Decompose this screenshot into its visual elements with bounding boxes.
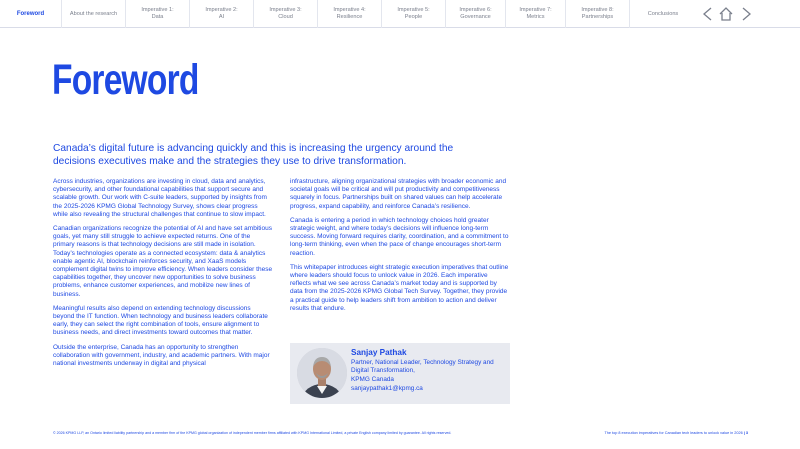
nav-tab-sublabel: Resilience <box>336 14 363 20</box>
author-email-link[interactable]: sanjaypathak1@kpmg.ca <box>351 385 423 392</box>
nav-tab-imperative-6[interactable] <box>446 0 506 28</box>
nav-tab-imperative-2[interactable] <box>190 0 254 28</box>
nav-tab-sublabel: People <box>404 14 423 20</box>
author-role: Partner, National Leader, Technology Strategy and Digital Transformation, <box>351 359 494 375</box>
back-arrow-icon[interactable] <box>700 6 716 22</box>
footer-document-info <box>604 431 748 435</box>
forward-arrow-icon[interactable] <box>738 6 754 22</box>
nav-tab-sublabel: Data <box>151 14 164 20</box>
nav-tab-label: Imperative 1: <box>141 7 174 13</box>
nav-tab-label: Imperative 2: <box>205 7 238 13</box>
nav-tab-conclusions[interactable] <box>630 0 696 28</box>
nav-tab-label: About the research <box>69 10 118 17</box>
body-paragraph: This whitepaper introduces eight strategic execution imperatives that outline where leaders should focus to unlock value in 2026. Each imperative reflects what we see across Canada’s market today and is supported by data from the 2025-2026 KPMG Global Tech Survey. Together, they provide a practical guide to help leaders shift from ambition to action and deliver results that endure. <box>290 263 509 312</box>
nav-tab-label: Imperative 3: <box>269 7 302 13</box>
home-icon[interactable] <box>718 6 734 22</box>
nav-tab-label: Imperative 4: <box>333 7 366 13</box>
nav-tab-about-research[interactable] <box>62 0 126 28</box>
footer-copyright: © 2026 KPMG LLP, an Ontario limited liability partnership and a member firm of the KPMG global organization of independent member firms affiliated with KPMG International Limited, a private English company limited by guarantee. All rights reserved. <box>53 431 452 435</box>
nav-tab-imperative-7[interactable] <box>506 0 566 28</box>
nav-tab-foreword[interactable] <box>0 0 62 28</box>
body-paragraph: Across industries, organizations are investing in cloud, data and analytics, cybersecurity, and other foundational capabilities that support secure and scalable growth. Our work with C-suite leaders, supported by insights from the 2025-2026 KPMG Global Technology Survey, shows clear progress while also revealing the structural challenges that continue to slow impact. <box>53 178 267 218</box>
body-paragraph: Outside the enterprise, Canada has an opportunity to strengthen collaboration with government, industry, and academic partners. With major national investments underway in digital and physical <box>53 343 270 368</box>
nav-tab-imperative-8[interactable] <box>566 0 630 28</box>
nav-tab-label: Conclusions <box>647 10 679 17</box>
author-name: Sanjay Pathak <box>351 348 407 357</box>
top-navigation <box>0 0 800 28</box>
body-paragraph: Canada is entering a period in which technology choices hold greater strategic weight, and where today’s decisions will influence long-term success. Moving forward requires clarity, coordination, and a commitment to long-term thinking, even when the pace of change encourages short-term reaction. <box>290 216 509 257</box>
footer-document-title: The top 8 execution imperatives for Canadian tech leaders to unlock value in 2026 <box>604 431 743 435</box>
nav-tab-sublabel: AI <box>218 14 225 20</box>
nav-tab-label: Imperative 6: <box>459 7 492 13</box>
nav-tab-imperative-1[interactable] <box>126 0 190 28</box>
body-paragraph: infrastructure, aligning organizational strategies with broader economic and societal goals will be critical and will put productivity and competitiveness squarely in focus. Partnerships built on shared values can help accelerate progress, expand capability, and reinforce Canada’s resilience. <box>290 178 507 210</box>
page-number: 3 <box>745 431 748 435</box>
nav-tab-sublabel: Metrics <box>526 14 545 20</box>
nav-tab-label: Foreword <box>16 10 45 17</box>
nav-tab-imperative-4[interactable] <box>318 0 382 28</box>
nav-tab-label: Imperative 5: <box>397 7 430 13</box>
nav-tab-label: Imperative 7: <box>519 7 552 13</box>
nav-tab-label: Imperative 8: <box>581 7 614 13</box>
right-column <box>290 178 510 319</box>
author-organization: KPMG Canada <box>351 376 394 383</box>
body-paragraph: Meaningful results also depend on extending technology discussions beyond the IT function. When technology and business leaders collaborate early, they can select the right combination of tools, ensure alignment to business needs, and direct investments toward outcomes that matter. <box>53 304 268 337</box>
author-profile-card <box>290 343 510 404</box>
page-title: Foreword <box>52 56 199 104</box>
nav-tab-imperative-3[interactable] <box>254 0 318 28</box>
body-paragraph: Canadian organizations recognize the potential of AI and have set ambitious goals, yet many still struggle to achieve expected returns. One of the primary reasons is that technology decisions are still made in isolation. Today’s technologies operate as a connected ecosystem: data & analytics enable agentic AI, blockchain reinforces security, and XaaS models complement digital twins to improve efficiency. When leaders consider these capabilities together, they uncover new opportunities to solve business problems, enhance customer experiences, and mobilize new lines of business. <box>53 225 273 298</box>
avatar <box>297 348 347 398</box>
lead-paragraph: Canada’s digital future is advancing quickly and this is increasing the urgency around the decisions executives make and the strategies they use to drive transformation. <box>53 143 454 167</box>
nav-tab-sublabel: Partnerships <box>581 14 614 20</box>
left-column <box>53 178 273 374</box>
nav-tab-sublabel: Cloud <box>278 14 293 20</box>
nav-tab-imperative-5[interactable] <box>382 0 446 28</box>
nav-tab-sublabel: Governance <box>460 14 491 20</box>
footer-separator: | <box>743 431 746 435</box>
